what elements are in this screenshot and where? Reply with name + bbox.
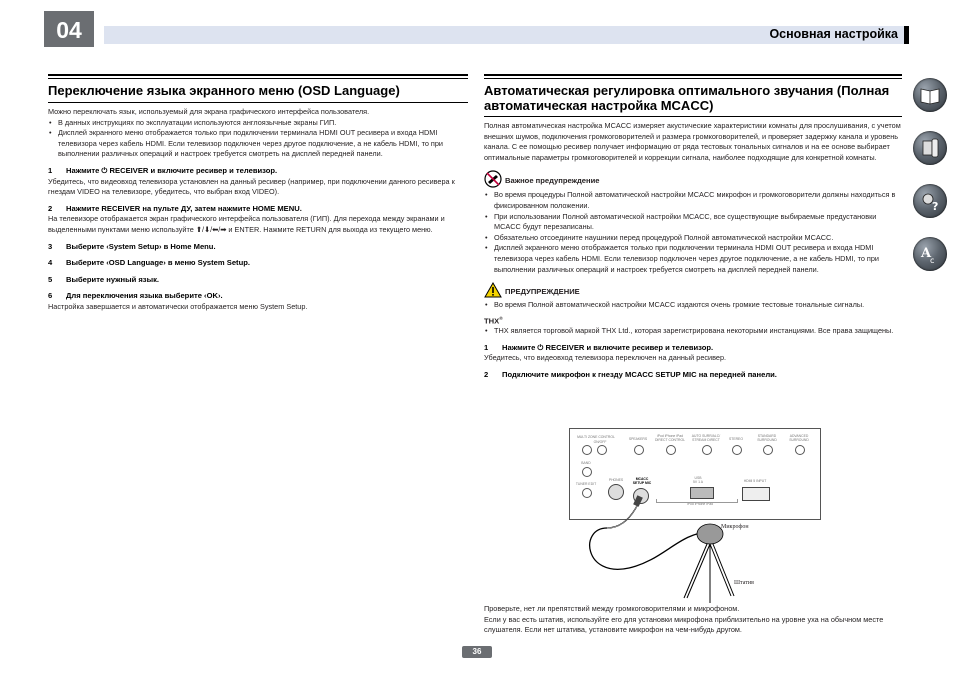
mcacc-intro: Полная автоматическая настройка MCACC измеряет акустические характеристики комнаты для прослушивания, с учетом внешних шумов, подключения громкоговорителей и размера громкоговорителей, и проверяет задержку канала и уровень канала. С ее помощью ресивер получает информацию от ряда тестовых тональных сигналов и на ее основе выбирает оптимальные параметры громкоговорителей и коррекции сигнала, наиболее подходящие для конкретной комнаты. [484,121,901,162]
panel-label: PHONES [608,478,624,482]
thx-heading: THX® [484,315,503,326]
chapter-number: 04 [44,11,94,47]
panel-label: USB [694,476,702,480]
panel-label: BAND [581,461,591,465]
warning-icon [484,282,502,300]
rule [484,78,902,79]
outro-text [484,604,902,636]
rule [48,74,468,76]
panel-label: MULTI ZONE CONTROL [577,435,615,439]
list-item: • Обязательно отсоедините наушники перед процедурой Полной автоматической настройки MCACC. [484,233,902,244]
rule [48,78,468,79]
step-note: Настройка завершается и автоматически отображается меню System Setup. [48,301,308,311]
list-item: • Дисплей экранного меню отображается только при подключении терминала HDMI OUT ресивера и входа HDMI телевизора через кабель HDMI. Если телевизор подключен через другое подключение, а не кабель HDMI, то при выполнении различных операций и настроек требуется смотреть на дисплей передней панели. [48,128,468,160]
list-item: • Во время процедуры Полной автоматической настройки MCACC микрофон и громкоговорители должны находиться в фиксированном положении. [484,190,902,211]
mcacc-section [484,74,902,381]
step: 2 Нажмите RECEIVER на пульте ДУ, затем нажмите HOME MENU. [48,203,302,213]
step-note: Убедитесь, что видеовход телевизора установлен на данный ресивер (например, при подключении данного ресивера к гнездам VIDEO на телевизоре, убедитесь, что выбран вход VIDEO). [48,176,455,197]
step: 6 Для переключения языка выберите ‹OK›. [48,291,223,301]
section-title: Основная настройка [769,27,898,41]
panel-label: TUNER EDIT [575,482,597,486]
settings-help-icon[interactable] [913,184,947,218]
rule [48,102,468,103]
svg-text:c: c [930,256,935,265]
list-item: • При использовании Полной автоматической настройки MCACC, все существующие выбираемые предустановки MCACC будут перезаписаны. [484,212,902,233]
important-icon [484,170,502,190]
rule [484,74,902,76]
osd-intro: Можно переключать язык, используемый для экрана графического интерфейса пользователя. [48,107,370,116]
list-item: • THX является торговой маркой THX Ltd., которая зарегистрирована некоторыми инстанциями. Все права защищены. [484,326,902,337]
step-note: На телевизоре отображается экран графического интерфейса пользователя (ГИП). Для перехода между экранами и выделенными пунктами меню используйте ⬆/⬇/⬅/➡ и ENTER. Нажмите RETURN для выхода из текущего меню. [48,214,445,234]
step: 1 Нажмите ⏻ RECEIVER и включите ресивер и телевизор. [48,165,278,175]
osd-section-title: Переключение языка экранного меню (OSD Language) [48,83,400,98]
panel-label: iPod iPhone iPad DIRECT CONTROL [654,434,686,442]
list-item: • Дисплей экранного меню отображается только при подключении терминала HDMI OUT ресивера и входа HDMI телевизора через кабель HDMI. Если телевизор подключен через другое подключение, а не кабель HDMI, то при выполнении различных операций и настроек требуется смотреть на дисплей передней панели. [484,243,902,275]
panel-label: SPEAKERS [628,437,648,441]
tripod-label: Штатив [734,580,754,586]
outro-paragraph: Проверьте, нет ли препятствий между громкоговорителями и микрофоном. [484,604,740,613]
panel-label: ON/OFF [593,440,607,444]
panel-label: MCACC SETUP MIC [632,477,652,485]
panel-label: AUTO SURR/ALC/ STREAM DIRECT [691,434,721,442]
caution-bullets [484,300,902,311]
font-glossary-icon[interactable] [913,237,947,271]
section-header-bar [104,26,909,44]
mcacc-section-title: Автоматическая регулировка оптимального звучания (Полная автоматическая настройка MCACC) [484,83,890,113]
outro-paragraph: Если у вас есть штатив, используйте его для установки микрофона приблизительно на уровне уха на обычном месте слушателя. Если нет штатива, установите микрофон на чем-нибудь другом. [484,614,884,635]
step: 3 Выберите ‹System Setup› в Home Menu. [48,241,216,251]
panel-label: iPod iPhone iPad [686,502,713,506]
list-item: • В данных инструкциях по эксплуатации используются англоязычные экраны ГИП. [48,118,468,129]
important-bullets [484,190,902,275]
important-heading: Важное предупреждение [484,170,902,190]
svg-text:?: ? [932,200,939,212]
panel-label: STANDARD SURROUND [757,434,777,442]
osd-language-section [48,74,468,313]
step-note: Убедитесь, что видеовход телевизора переключен на данный ресивер. [484,353,727,363]
panel-label: ADVANCED SURROUND [789,434,809,442]
mic-cable-illustration [569,428,819,608]
mic-connection-diagram [569,428,819,608]
panel-label: STEREO [729,437,743,441]
step: 5 Выберите нужный язык. [48,274,159,284]
thx-bullets [484,326,902,337]
step: 1 Нажмите ⏻ RECEIVER и включите ресивер и телевизор. [484,342,714,352]
osd-bullets [48,118,468,160]
mic-label: Микрофон [721,524,749,530]
side-navigation [913,78,947,290]
remote-control-icon[interactable] [913,131,947,165]
panel-label: 5V 1 A [693,480,703,484]
page-number: 36 [462,646,492,658]
svg-text:A: A [921,246,932,261]
panel-label: HDMI 5 INPUT [743,479,767,483]
step: 4 Выберите ‹OSD Language› в меню System Setup. [48,258,250,268]
rule [484,116,902,117]
book-icon[interactable] [913,78,947,112]
caution-heading: ПРЕДУПРЕЖДЕНИЕ [484,282,902,300]
step: 2 Подключите микрофон к гнезду MCACC SETUP MIC на передней панели. [484,370,777,380]
list-item: • Во время Полной автоматической настройки MCACC издаются очень громкие тестовые тональные сигналы. [484,300,902,311]
